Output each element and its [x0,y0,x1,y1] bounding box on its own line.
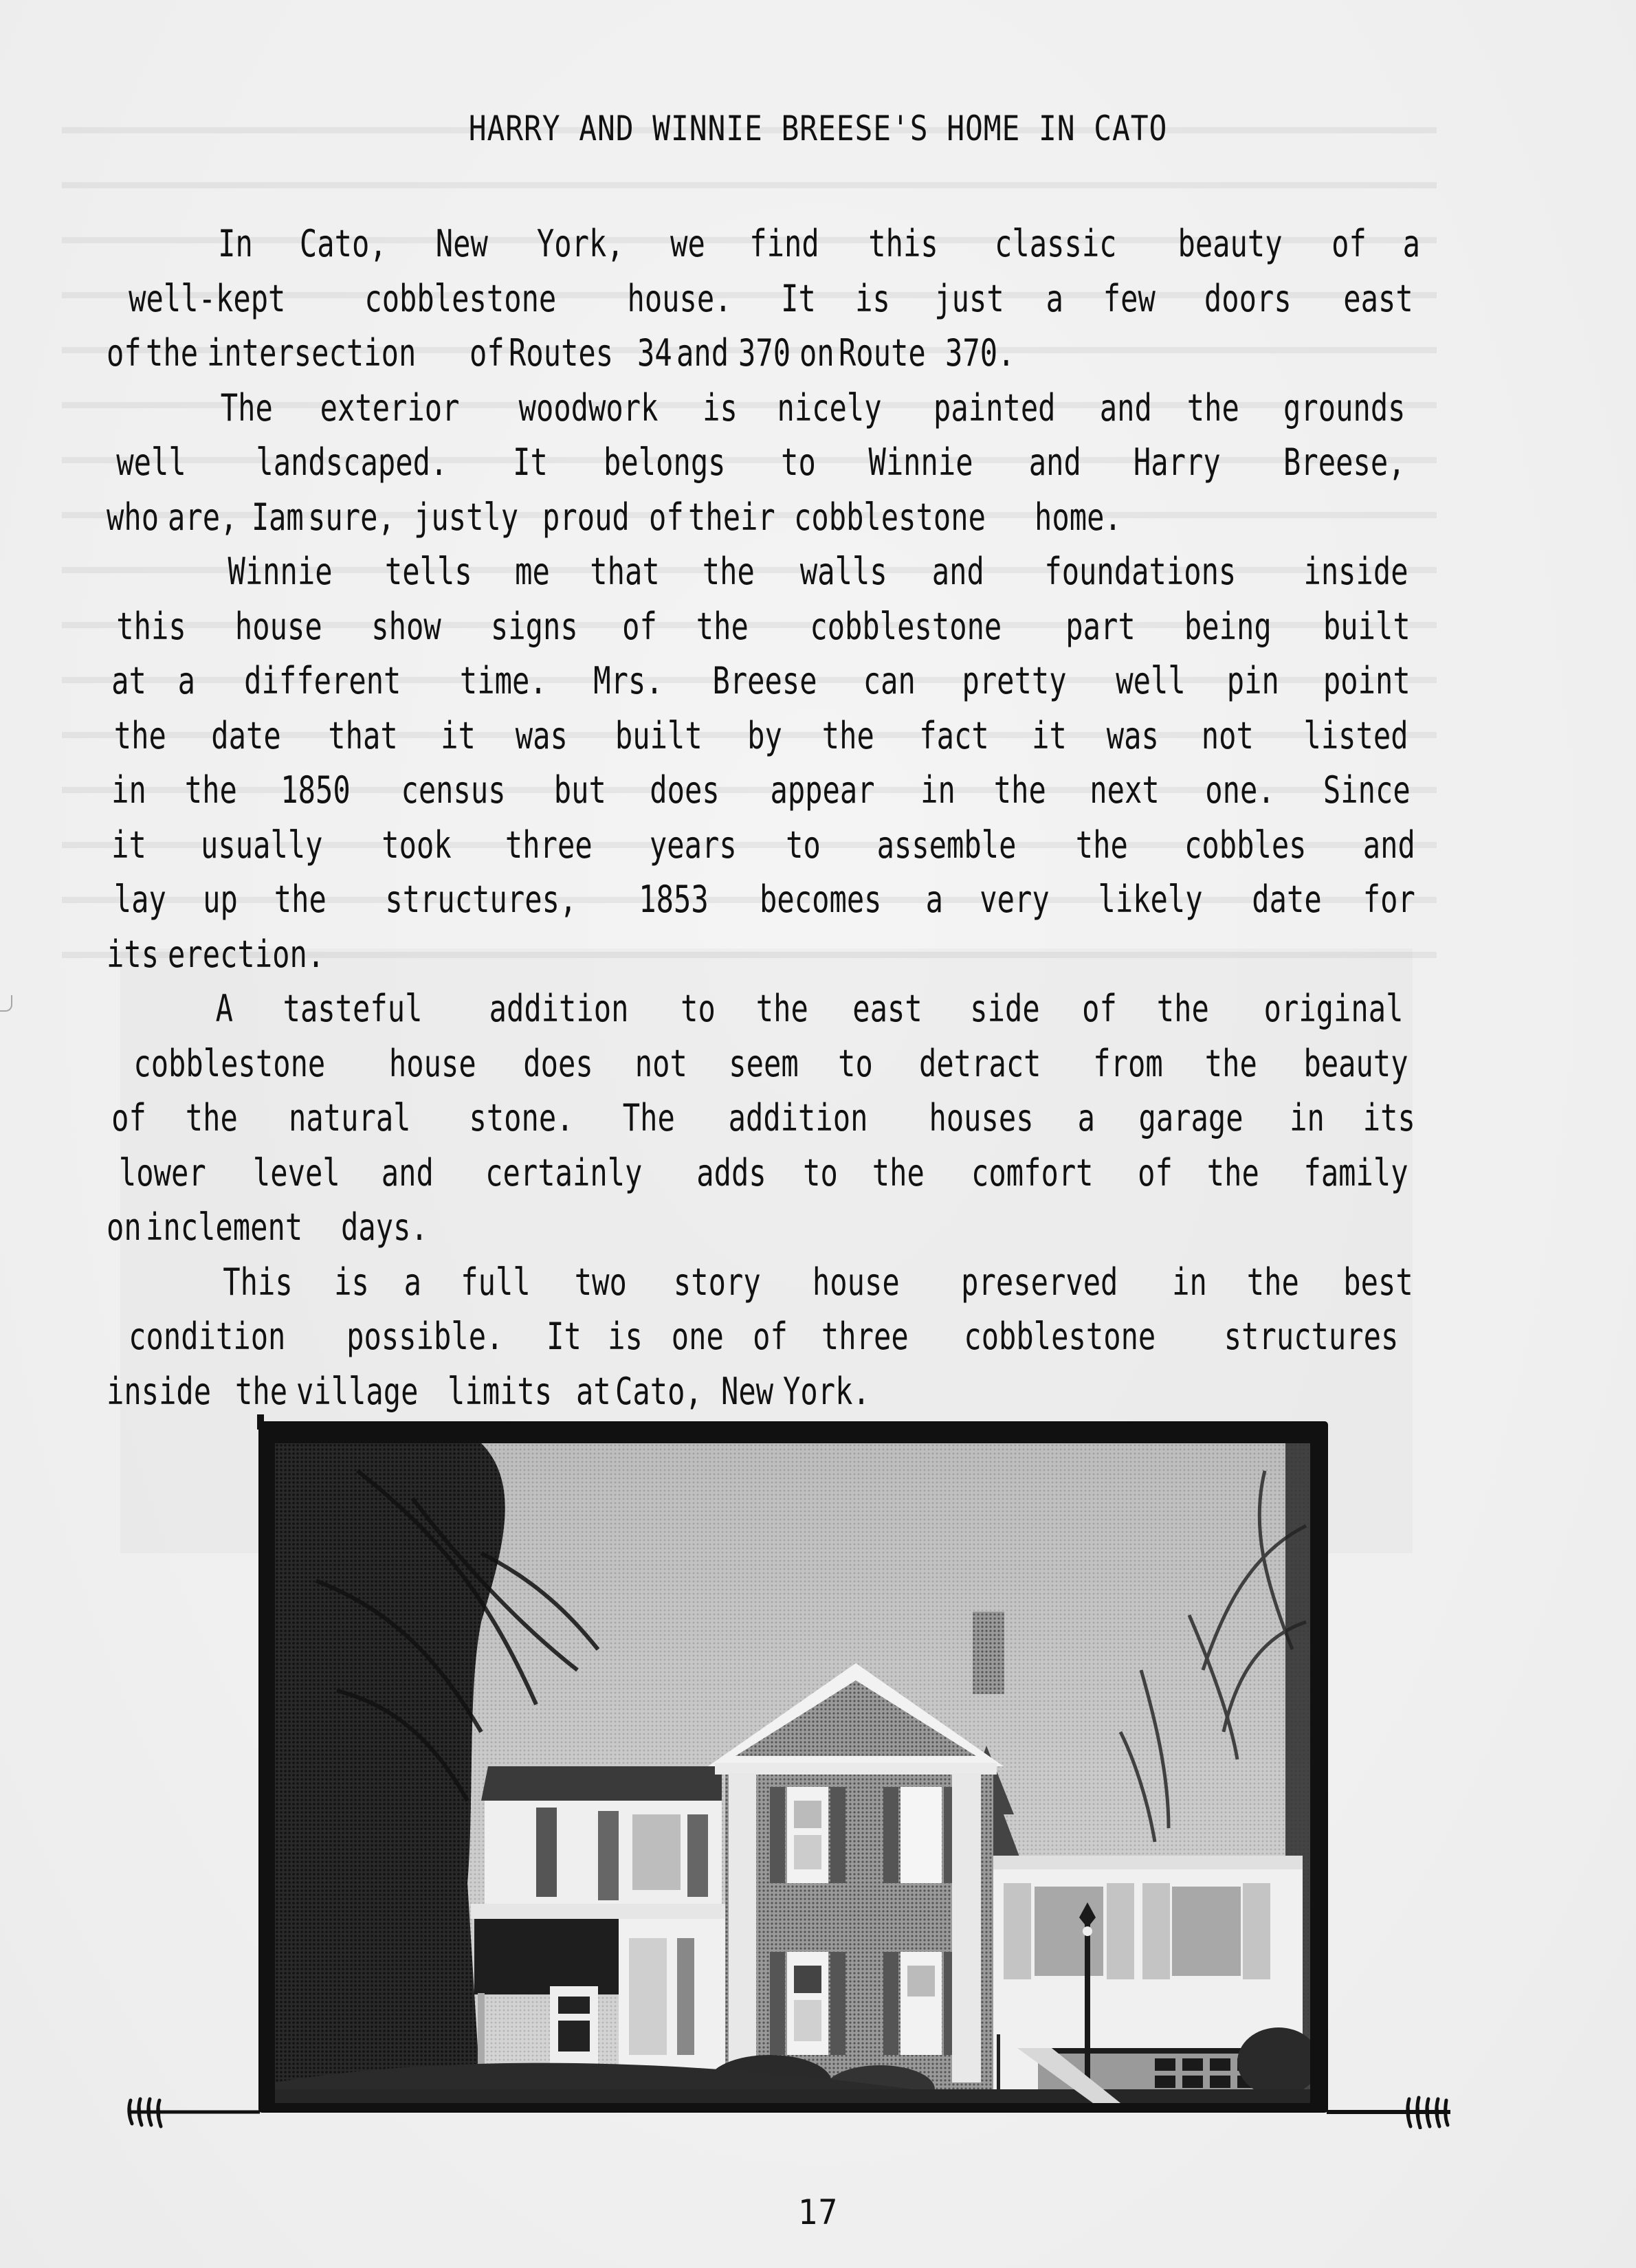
house-photo-frame [260,1423,1327,2111]
decorative-hatch-right-icon [1327,2095,1450,2129]
text-line: lower level and certainly adds to the comfort of the family [118,1150,1408,1194]
text-line: the date that it was built by the fact it was not listed [113,713,1408,757]
text-line: A tasteful addition to the east side of the original [215,987,1404,1030]
article-body [107,216,1423,1419]
page-title: HARRY AND WINNIE BREESE'S HOME IN CATO [468,109,1168,148]
text-line: its erection. [107,932,325,976]
text-line: of the natural stone. The addition houses a garage in its [111,1096,1416,1139]
text-line: in the 1850 census but does appear in the next one. Since [111,768,1411,812]
text-line: In Cato, New York, we find this classic beauty of a [218,222,1421,265]
margin-pencil-mark [0,995,12,1012]
text-line: condition possible. It is one of three cobblestone structures [129,1315,1399,1358]
text-line: at a different time. Mrs. Breese can pretty well pin point [111,659,1411,702]
text-line: well landscaped. It belongs to Winnie and Harry Breese, [116,441,1406,484]
house-photo-illustration [275,1443,1310,2103]
text-line: well-kept cobblestone house. It is just a few doors east [129,276,1413,320]
page-number: 17 [798,2192,838,2232]
text-line: lay up the structures, 1853 becomes a very likely date for [113,878,1416,921]
text-line: on inclement days. [107,1205,429,1249]
text-line: cobblestone house does not seem to detract from the beauty [133,1041,1408,1085]
text-line: who are, I am sure, justly proud of their cobblestone home. [107,495,1122,539]
text-line: this house show signs of the cobblestone part being built [116,604,1411,648]
decorative-hatch-left-icon [122,2095,260,2129]
text-line: inside the village limits at Cato, New York. [107,1369,870,1413]
house-photo [275,1443,1310,2103]
text-line: Winnie tells me that the walls and foundations inside [228,550,1408,593]
text-line: of the intersection of Routes 34 and 370 on Route 370. [107,331,1015,375]
text-line: The exterior woodwork is nicely painted and the grounds [220,386,1406,430]
text-line: This is a full two story house preserved in the best [223,1260,1413,1304]
text-line: it usually took three years to assemble the cobbles and [111,823,1416,867]
